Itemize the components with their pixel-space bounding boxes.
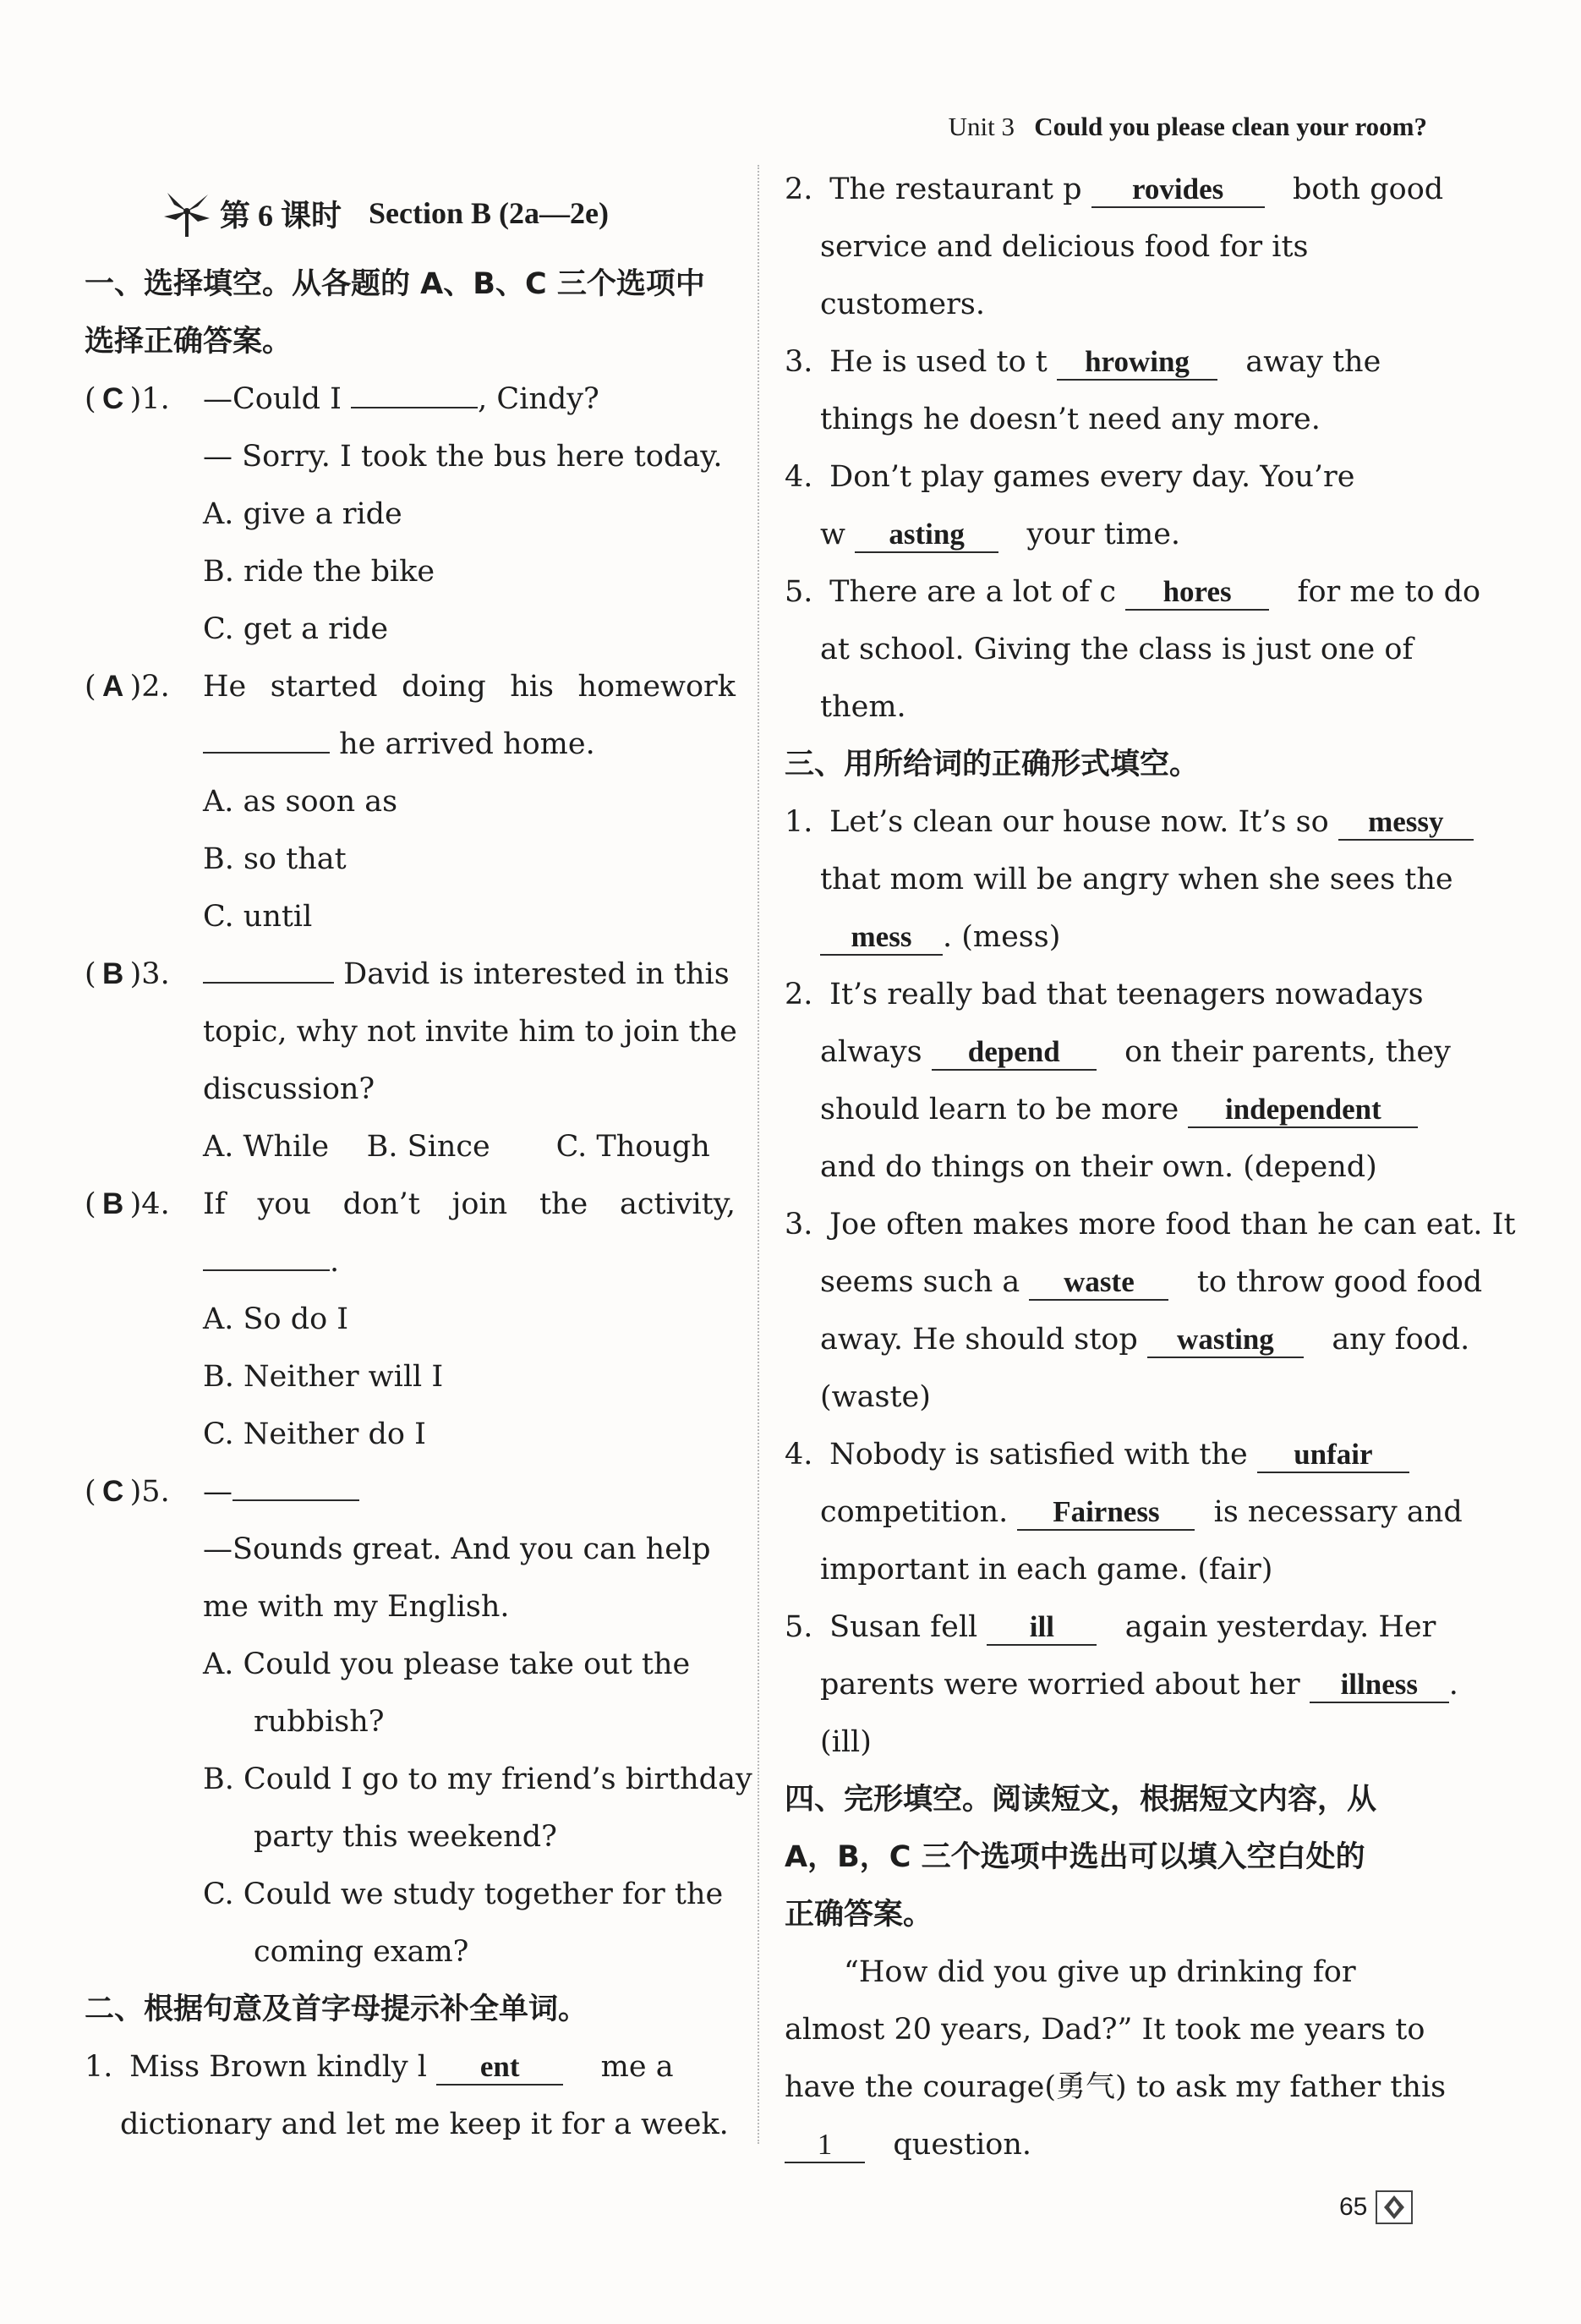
q-line (785, 1311, 1470, 1368)
answer-blank[interactable]: wasting (1147, 1323, 1304, 1358)
form-question-4 (785, 1426, 1427, 1483)
answer-paren-2: ( A )2. (85, 658, 170, 715)
answer-1: C (102, 382, 124, 415)
q-text: Let’s clean our house now. It’s so (829, 805, 1329, 839)
q2-word: homework (577, 670, 736, 704)
answer-5: C (102, 1475, 124, 1508)
q-text: away the (1245, 345, 1381, 379)
q2-option-a[interactable]: A. as soon as (203, 785, 398, 819)
q-text: away. He should stop (820, 1323, 1138, 1357)
q3-blank[interactable] (203, 982, 334, 984)
word-question-1 (85, 2038, 736, 2096)
answer-blank[interactable]: ill (987, 1610, 1097, 1646)
q3-line3: discussion? (203, 1072, 375, 1106)
answer-blank[interactable]: illness (1310, 1668, 1449, 1703)
q2-blank[interactable] (203, 752, 330, 754)
question-number: 1. (785, 805, 813, 839)
q2-line2-text: he arrived home. (339, 727, 595, 761)
q4-period: . (330, 1245, 340, 1279)
mc-question-2 (85, 658, 736, 715)
part4-heading-line3: 正确答案。 (785, 1898, 933, 1932)
answer-blank[interactable]: mess (820, 920, 943, 956)
q-text: service and delicious food for its (820, 230, 1309, 264)
q-text: both good (1293, 173, 1444, 206)
q-line (785, 506, 1427, 563)
q2-word: his (510, 670, 554, 704)
word-question-4 (785, 448, 1427, 506)
question-number-2: )2. (129, 670, 170, 704)
q3-option-b[interactable]: B. Since (366, 1130, 490, 1164)
answer-blank[interactable]: asting (855, 518, 998, 553)
question-number: 3. (785, 345, 813, 379)
q-text: seems such a (820, 1265, 1020, 1299)
question-number: 2. (785, 978, 813, 1011)
lesson-number: 第 6 课时 (220, 198, 342, 233)
q2-option-b[interactable]: B. so that (203, 842, 347, 876)
form-question-1 (785, 793, 1444, 851)
answer-blank[interactable]: independent (1188, 1093, 1418, 1128)
right-column (785, 161, 1516, 2173)
passage-line (785, 2116, 1427, 2173)
answer-blank[interactable]: hores (1125, 575, 1269, 611)
q1-blank[interactable] (351, 407, 478, 408)
part2-heading: 二、根据句意及首字母提示补全单词。 (85, 1992, 588, 2026)
form-question-2 (785, 966, 1427, 1023)
q1-option-a[interactable]: A. give a ride (203, 497, 402, 531)
question-number-1: )1. (129, 382, 170, 416)
answer-blank[interactable]: rovides (1091, 173, 1265, 208)
q-text: . (1448, 1668, 1458, 1702)
lesson-title (159, 188, 736, 238)
answer-blank[interactable]: depend (932, 1035, 1097, 1071)
q-text: . (mess) (943, 920, 1061, 954)
q-text: It’s really bad that teenagers nowadays (829, 978, 1424, 1011)
question-number: 1. (85, 2050, 113, 2084)
mc-question-4 (85, 1176, 736, 1233)
answer-blank[interactable]: unfair (1257, 1438, 1409, 1473)
answer-blank[interactable]: messy (1338, 805, 1474, 841)
question-number-3: )3. (129, 957, 170, 991)
q-text: again yesterday. Her (1124, 1610, 1436, 1644)
pinwheel-icon (159, 188, 215, 238)
q-text: competition. (820, 1495, 1009, 1529)
q-text: important in each game. (fair) (820, 1553, 1273, 1587)
form-question-3 (785, 1196, 1516, 1253)
q4-blank[interactable] (203, 1269, 330, 1271)
q-text: to throw good food (1196, 1265, 1483, 1299)
q1-stem-end: , Cindy? (478, 382, 599, 416)
q5-reply-line1: —Sounds great. And you can help (203, 1532, 711, 1566)
passage-text: question. (893, 2128, 1032, 2162)
q-text: that mom will be angry when she sees the (820, 863, 1453, 896)
q2-word: doing (402, 670, 486, 704)
q-text: dictionary and let me keep it for a week. (120, 2107, 729, 2141)
question-number: 2. (785, 173, 813, 206)
q-text: w (820, 518, 845, 551)
question-number: 4. (785, 1438, 813, 1472)
q-line (785, 1023, 1451, 1081)
q2-stem (203, 658, 736, 715)
diamond-icon (1376, 2190, 1413, 2224)
q-text: There are a lot of c (829, 575, 1116, 609)
answer-4: B (102, 1187, 124, 1220)
answer-2: A (102, 670, 124, 703)
mc-question-3 (85, 945, 736, 1003)
q-line (785, 1483, 1463, 1541)
q-text: is necessary and (1213, 1495, 1463, 1529)
q-line (785, 908, 1427, 966)
answer-blank[interactable]: waste (1029, 1265, 1168, 1301)
q-text: He is used to t (829, 345, 1048, 379)
unit-label: Unit 3 (948, 112, 1015, 141)
answer-paren-3: ( B )3. (85, 945, 170, 1003)
q-text: parents were worried about her (820, 1668, 1300, 1702)
question-number: 5. (785, 575, 813, 609)
q1-stem: —Could I (203, 382, 342, 416)
q1-option-b[interactable]: B. ride the bike (203, 555, 435, 589)
answer-blank[interactable]: hrowing (1057, 345, 1217, 381)
unit-title: Could you please clean your room? (1034, 112, 1427, 141)
q-line (785, 1081, 1427, 1138)
q4-option-c[interactable]: C. Neither do I (203, 1417, 426, 1451)
question-number: 3. (785, 1208, 813, 1241)
answer-paren-1: ( C )1. (85, 370, 170, 428)
cloze-blank-1[interactable]: 1 (785, 2128, 865, 2163)
passage-line: almost 20 years, Dad?” It took me years to (785, 2013, 1425, 2047)
q5-blank[interactable] (232, 1499, 359, 1501)
q3-option-c[interactable]: C. Though (555, 1130, 710, 1164)
running-header (949, 112, 1427, 142)
q5-option-c-cont[interactable]: coming exam? (254, 1935, 469, 1969)
part1-heading-line2: 选择正确答案。 (85, 325, 293, 359)
word-question-2 (785, 161, 1444, 218)
part4-heading-line1: 四、完形填空。阅读短文，根据短文内容，从 (785, 1783, 1377, 1817)
q-text: things he doesn’t need any more. (820, 403, 1321, 436)
q-text: your time. (1026, 518, 1181, 551)
q-text: (waste) (820, 1380, 931, 1414)
question-number-4: )4. (129, 1187, 170, 1221)
page-footer (1339, 2190, 1413, 2224)
q4-stem (203, 1176, 736, 1233)
q1-option-c[interactable]: C. get a ride (203, 612, 389, 646)
q-text: customers. (820, 288, 985, 321)
answer-blank[interactable]: ent (436, 2050, 563, 2086)
q5-option-c[interactable]: C. Could we study together for the (203, 1877, 724, 1911)
q-text: (ill) (820, 1725, 872, 1759)
q5-option-a[interactable]: A. Could you please take out the (203, 1647, 691, 1681)
part3-heading: 三、用所给词的正确形式填空。 (785, 748, 1200, 781)
passage-line: “How did you give up drinking for (844, 1955, 1356, 1989)
q4-word: join (451, 1187, 508, 1221)
q-line (785, 1253, 1483, 1311)
q4-word: don’t (342, 1187, 420, 1221)
mc-question-5 (85, 1463, 736, 1521)
q-text: them. (820, 690, 906, 724)
question-number: 5. (785, 1610, 813, 1644)
q5-dash: — (203, 1475, 232, 1509)
q-text: on their parents, they (1124, 1035, 1451, 1069)
q-text: for me to do (1297, 575, 1481, 609)
form-question-5 (785, 1598, 1436, 1656)
q5-option-b-cont[interactable]: party this weekend? (254, 1820, 557, 1854)
q-text: Don’t play games every day. You’re (829, 460, 1355, 494)
q4-word: you (257, 1187, 311, 1221)
q2-line2 (85, 715, 736, 773)
column-divider (758, 165, 759, 2144)
q-text: any food. (1332, 1323, 1470, 1357)
q4-option-a[interactable]: A. So do I (203, 1302, 349, 1336)
q3-option-a[interactable]: A. While (203, 1130, 330, 1164)
q-text: Nobody is satisfied with the (829, 1438, 1248, 1472)
q-line (785, 1656, 1458, 1713)
q2-word: started (270, 670, 378, 704)
answer-blank[interactable]: Fairness (1017, 1495, 1195, 1531)
q-text: Joe often makes more food than he can eat. It (829, 1208, 1516, 1241)
q-text: always (820, 1035, 922, 1069)
q5-reply-line2: me with my English. (203, 1590, 510, 1624)
left-column (85, 161, 752, 2153)
answer-3: B (102, 957, 124, 990)
part4-heading (785, 1771, 1427, 1943)
q5-option-b[interactable]: B. Could I go to my friend’s birthday (203, 1762, 752, 1796)
part1-heading (85, 255, 736, 370)
word-question-5 (785, 563, 1481, 621)
page-number: 65 (1339, 2193, 1368, 2221)
mc-question-1 (85, 370, 736, 428)
q4-word: If (203, 1187, 226, 1221)
q3-options (85, 1118, 736, 1176)
q5-option-a-cont[interactable]: rubbish? (254, 1705, 385, 1739)
q1-reply: — Sorry. I took the bus here today. (203, 440, 723, 474)
q4-option-b[interactable]: B. Neither will I (203, 1360, 444, 1394)
q-text: me a (600, 2050, 674, 2084)
question-number: 4. (785, 460, 813, 494)
passage-line: have the courage(勇气) to ask my father this (785, 2070, 1447, 2104)
part1-heading-line1: 一、选择填空。从各题的 A、B、C 三个选项中 (85, 267, 705, 301)
q-text: should learn to be more (820, 1093, 1179, 1126)
q4-word: activity, (619, 1187, 736, 1221)
question-number-5: )5. (129, 1475, 170, 1509)
q-text: Miss Brown kindly l (129, 2050, 428, 2084)
word-question-3 (785, 333, 1427, 391)
q-text: Susan fell (829, 1610, 978, 1644)
q-text: The restaurant p (829, 173, 1082, 206)
answer-paren-5: ( C )5. (85, 1463, 170, 1521)
q3-stem: David is interested in this (343, 957, 730, 991)
part4-heading-line2: A，B，C 三个选项中选出可以填入空白处的 (785, 1840, 1365, 1874)
q4-word: the (539, 1187, 588, 1221)
q3-line2: topic, why not invite him to join the (203, 1015, 737, 1049)
q-text: at school. Giving the class is just one of (820, 633, 1414, 666)
q2-option-c[interactable]: C. until (203, 900, 313, 934)
q4-line2 (85, 1233, 736, 1291)
lesson-section: Section B (2a—2e) (369, 196, 609, 230)
answer-paren-4: ( B )4. (85, 1176, 170, 1233)
q-text: and do things on their own. (depend) (820, 1150, 1377, 1184)
q2-word: He (203, 670, 247, 704)
